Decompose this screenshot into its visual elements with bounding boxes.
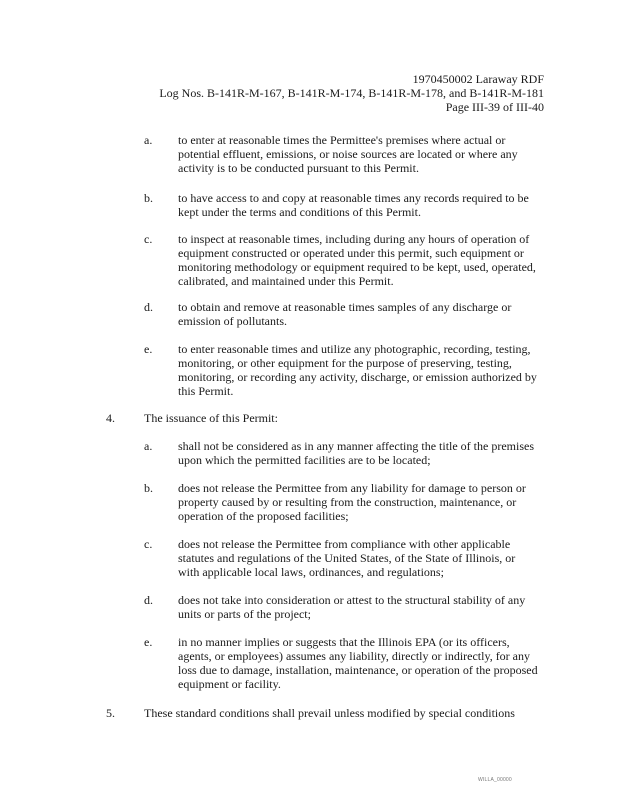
- item-c-line-3: monitoring methodology or equipment required to be kept, used, operated,: [178, 260, 536, 274]
- item-c-line-2: equipment constructed or operated under this permit, such equipment or: [178, 246, 524, 260]
- item-4a-text: [178, 439, 550, 467]
- item-b-letter: b.: [144, 191, 153, 205]
- item-c-line-1: to inspect at reasonable times, including during any hours of operation of: [178, 232, 530, 246]
- item-a-letter: a.: [144, 133, 153, 147]
- item-d-line-1: to obtain and remove at reasonable times samples of any discharge or: [178, 300, 512, 314]
- item-c-line-4: calibrated, and maintained under this Permit.: [178, 274, 394, 288]
- item-4d-line-1: does not take into consideration or attest to the structural stability of any: [178, 593, 526, 607]
- item-a-line-3: activity is to be conducted pursuant to this Permit.: [178, 161, 419, 175]
- item-4e-line-3: loss due to damage, installation, maintenance, or operation of the proposed: [178, 663, 538, 677]
- item-4d-line-2: units or parts of the project;: [178, 607, 311, 621]
- item-4b-line-1: does not release the Permittee from any liability for damage to person or: [178, 481, 526, 495]
- item-e-text: [178, 342, 550, 398]
- item-d-text: [178, 300, 548, 328]
- item-b-text: [178, 191, 548, 219]
- item-c-letter: c.: [144, 232, 153, 246]
- item-b-line-1: to have access to and copy at reasonable times any records required to be: [178, 191, 529, 205]
- item-4e-letter: e.: [144, 635, 153, 649]
- section-4-number: 4.: [106, 411, 115, 425]
- item-c-text: [178, 232, 548, 288]
- item-4c-line-2: statutes and regulations of the United States, of the State of Illinois, or: [178, 551, 516, 565]
- log-numbers-line: Log Nos. B-141R-M-167, B-141R-M-174, B-141R-M-178, and B-141R-M-181: [159, 86, 544, 100]
- item-4a-letter: a.: [144, 439, 153, 453]
- item-4c-line-1: does not release the Permittee from compliance with other applicable: [178, 537, 511, 551]
- item-4d-text: [178, 593, 548, 621]
- item-4c-line-3: with applicable local laws, ordinances, and regulations;: [178, 565, 444, 579]
- item-4b-text: [178, 481, 548, 523]
- item-4b-line-3: operation of the proposed facilities;: [178, 509, 349, 523]
- section-4-text: The issuance of this Permit:: [144, 411, 278, 425]
- item-4e-line-1: in no manner implies or suggests that the Illinois EPA (or its officers,: [178, 635, 510, 649]
- item-d-letter: d.: [144, 300, 153, 314]
- item-4e-line-4: equipment or facility.: [178, 677, 281, 691]
- item-e-letter: e.: [144, 342, 153, 356]
- item-e-line-2: monitoring, or other equipment for the purpose of preserving, testing,: [178, 356, 512, 370]
- item-a-line-2: potential effluent, emissions, or noise sources are located or where any: [178, 147, 518, 161]
- item-e-line-3: monitoring, or recording any activity, discharge, or emission authorized by: [178, 370, 537, 384]
- item-4e-text: [178, 635, 550, 691]
- item-4e-line-2: agents, or employees) assumes any liability, directly or indirectly, for any: [178, 649, 531, 663]
- permit-id-line: 1970450002 Laraway RDF: [412, 72, 544, 86]
- item-d-line-2: emission of pollutants.: [178, 314, 287, 328]
- item-4a-line-2: upon which the permitted facilities are to be located;: [178, 453, 431, 467]
- page-number-line: Page III-39 of III-40: [445, 100, 544, 114]
- item-e-line-4: this Permit.: [178, 384, 234, 398]
- item-4b-letter: b.: [144, 481, 153, 495]
- item-4c-text: [178, 537, 548, 579]
- item-a-text: [178, 133, 548, 175]
- section-5-text: These standard conditions shall prevail unless modified by special conditions: [144, 706, 515, 720]
- item-4c-letter: c.: [144, 537, 153, 551]
- item-4b-line-2: property caused by or resulting from the construction, maintenance, or: [178, 495, 517, 509]
- item-b-line-2: kept under the terms and conditions of this Permit.: [178, 205, 421, 219]
- item-4d-letter: d.: [144, 593, 153, 607]
- item-4a-line-1: shall not be considered as in any manner affecting the title of the premises: [178, 439, 534, 453]
- section-5-number: 5.: [106, 706, 115, 720]
- bates-stamp: WILLA_00000: [478, 777, 512, 783]
- page-header: [159, 72, 544, 114]
- item-e-line-1: to enter reasonable times and utilize any photographic, recording, testing,: [178, 342, 531, 356]
- item-a-line-1: to enter at reasonable times the Permittee's premises where actual or: [178, 133, 506, 147]
